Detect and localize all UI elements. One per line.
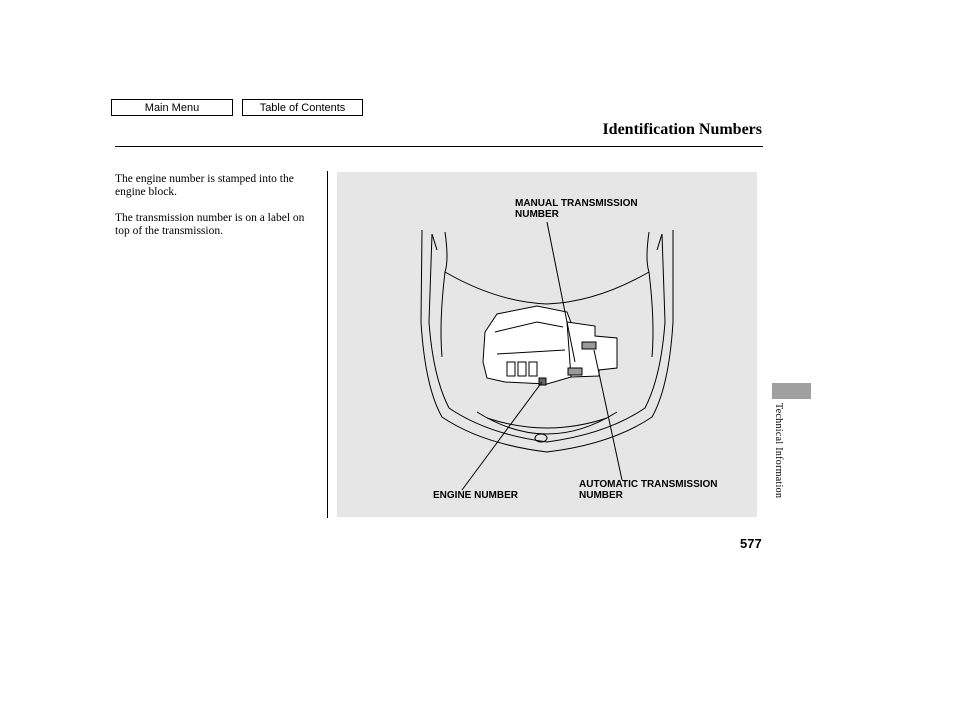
main-menu-button[interactable]: Main Menu <box>111 99 233 116</box>
table-of-contents-button[interactable]: Table of Contents <box>242 99 363 116</box>
page-number: 577 <box>740 536 762 551</box>
engine-number-callout: ENGINE NUMBER <box>433 490 519 501</box>
engine-number-paragraph: The engine number is stamped into the engine block. <box>115 173 294 198</box>
column-divider <box>327 171 328 518</box>
automatic-transmission-number-callout: AUTOMATIC TRANSMISSION NUMBER <box>579 479 718 501</box>
section-tab-marker <box>772 383 811 399</box>
title-divider <box>115 146 763 147</box>
engine-compartment-figure <box>337 172 757 517</box>
engine-bay-illustration <box>337 172 757 517</box>
section-tab-label: Technical Information <box>773 403 784 499</box>
transmission-number-paragraph: The transmission number is on a label on top of the transmission. <box>115 212 305 237</box>
manual-transmission-number-callout: MANUAL TRANSMISSION NUMBER <box>515 198 638 220</box>
page-title: Identification Numbers <box>602 121 762 138</box>
